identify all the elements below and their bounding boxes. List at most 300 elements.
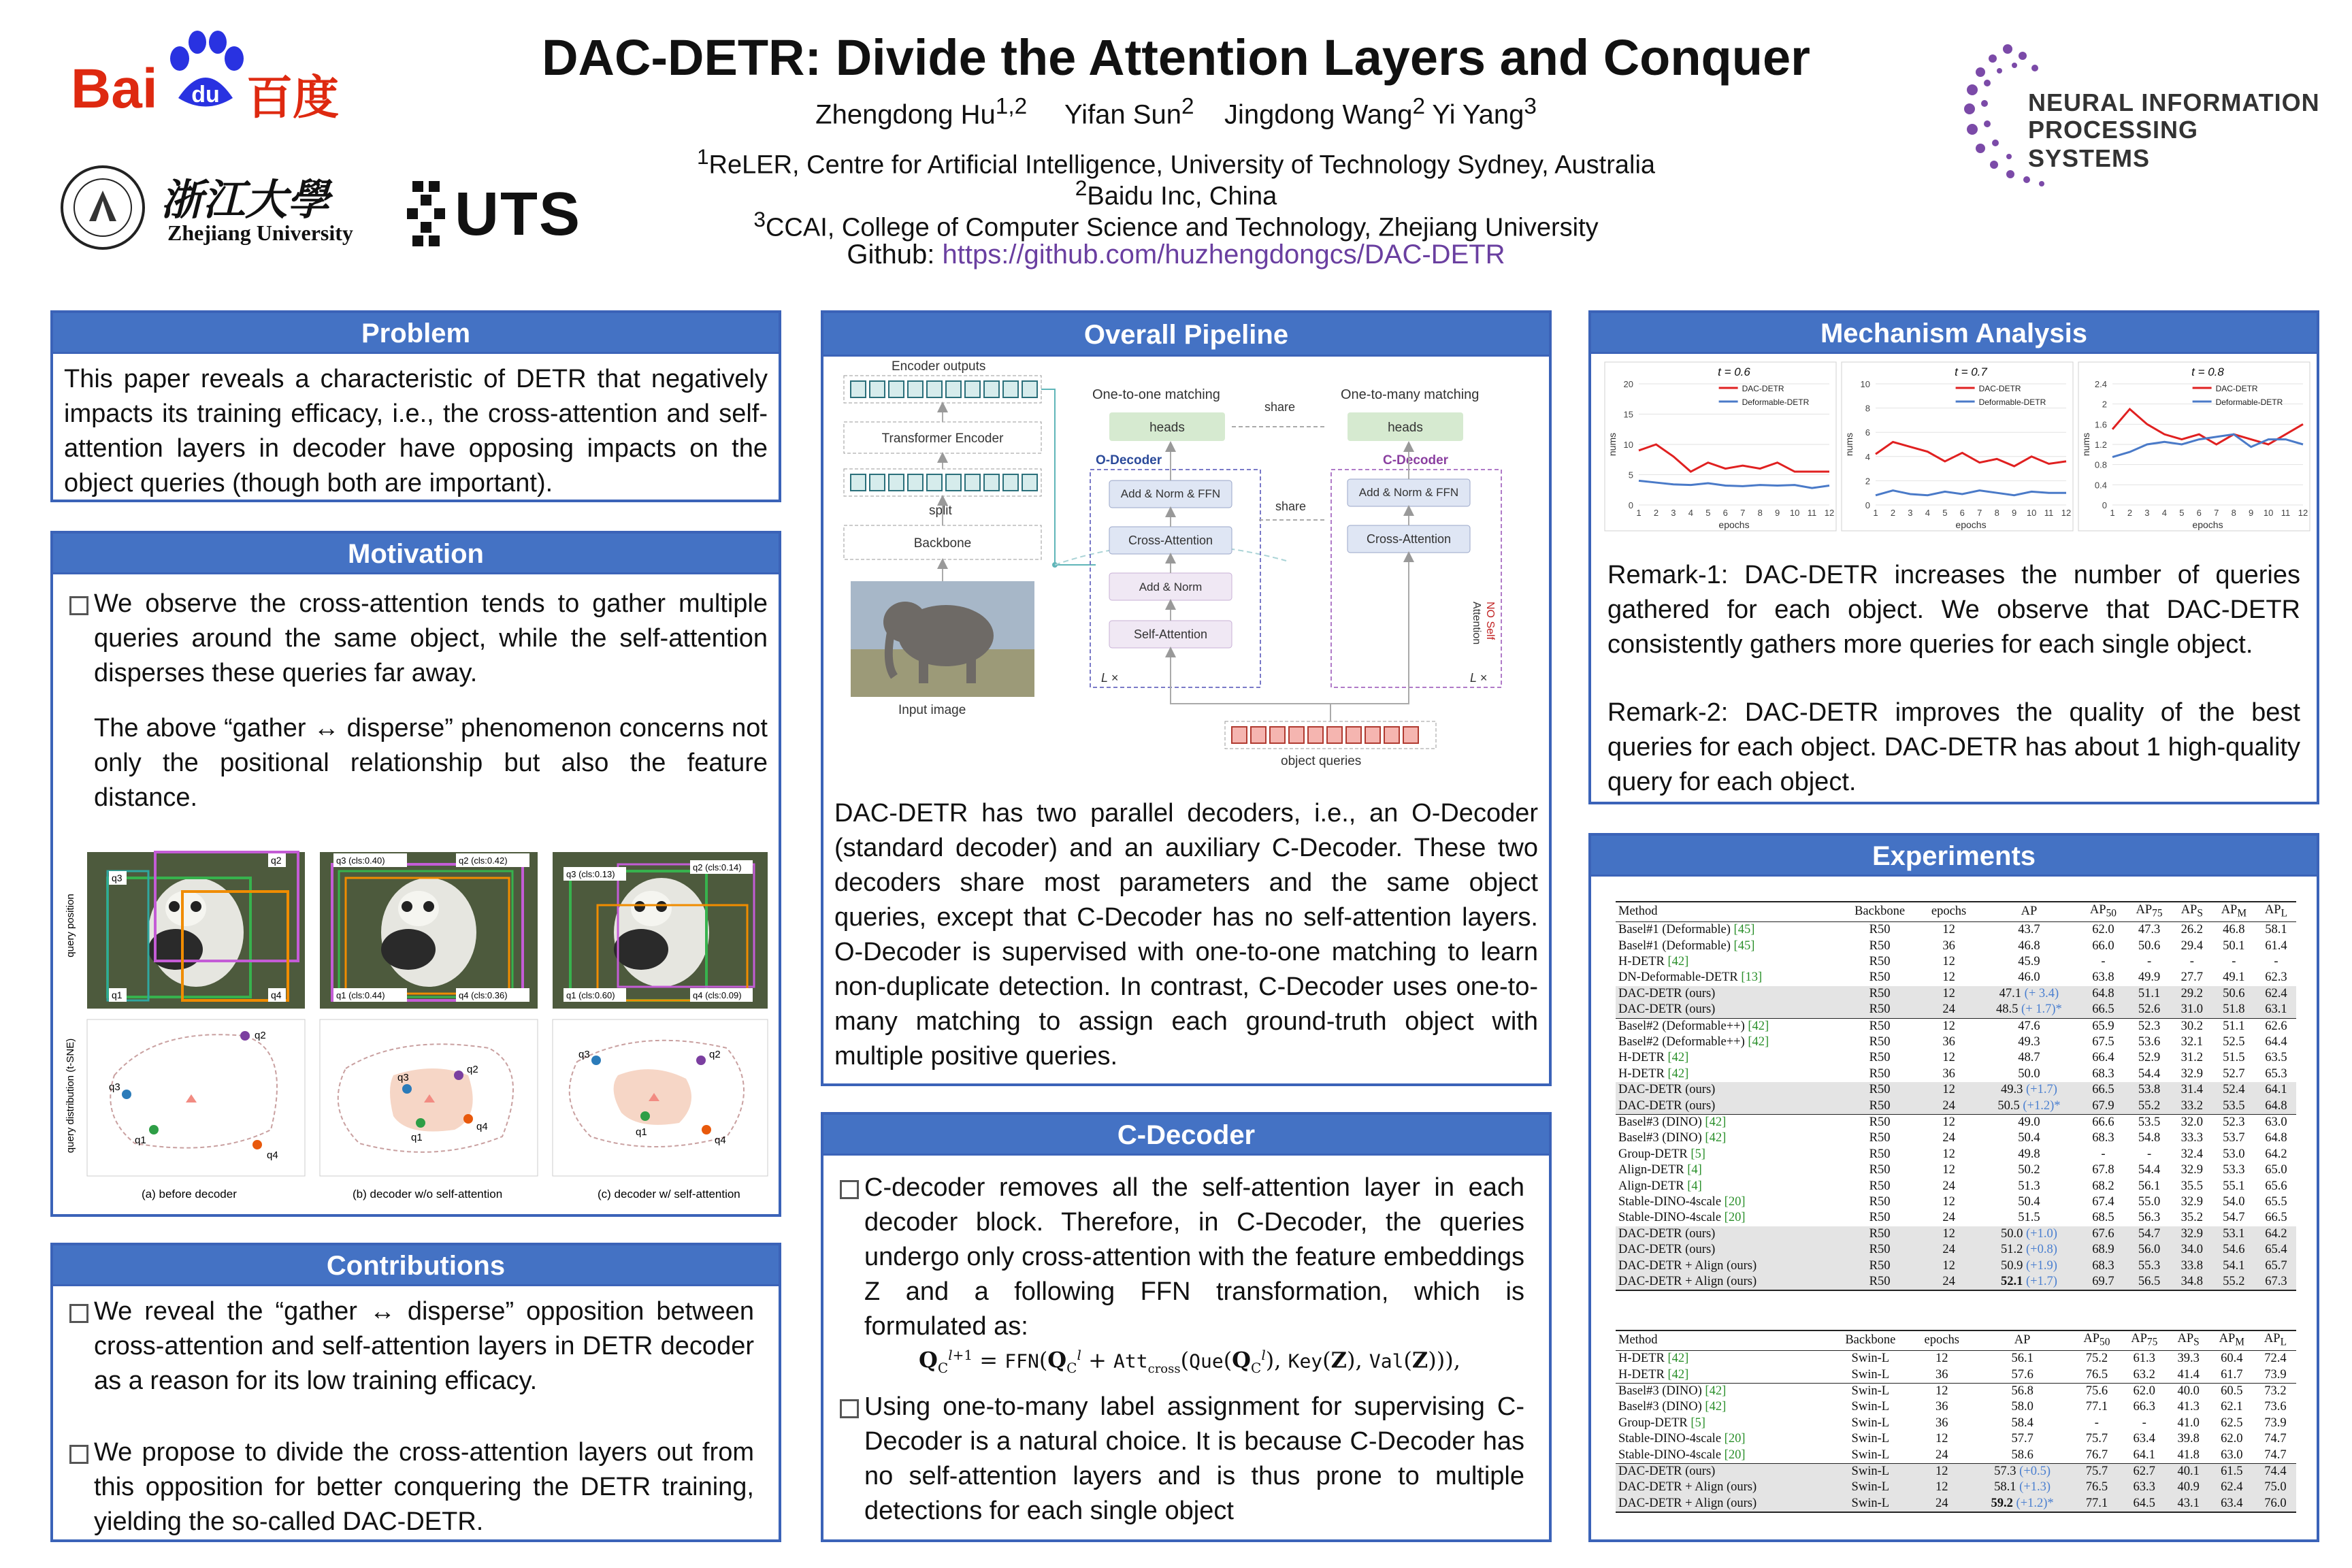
table-cell: 63.0 xyxy=(2221,1448,2243,1462)
table-cell-method: DAC-DETR (ours) xyxy=(1618,1226,1716,1241)
chart-ytick: 10 xyxy=(1623,440,1633,450)
table-cell: 64.8 xyxy=(2265,1098,2287,1113)
table-row xyxy=(1616,1098,2296,1115)
panel-heading: Experiments xyxy=(1591,836,2317,877)
table-cell: 76.7 xyxy=(2085,1448,2108,1462)
chart-ytick: 0 xyxy=(2102,500,2107,510)
chart-xlabel: epochs xyxy=(1718,519,1750,530)
table-cell: Swin-L xyxy=(1851,1432,1890,1446)
table-cell: 61.7 xyxy=(2221,1367,2243,1382)
table-header-cell: epochs xyxy=(1912,1330,1972,1351)
table-cell: 31.0 xyxy=(2180,1002,2203,1017)
table-header-cell: epochs xyxy=(1920,902,1978,922)
panda-image-c xyxy=(553,852,768,1009)
tsne-label: q4 xyxy=(267,1149,278,1161)
table-cell: 64.8 xyxy=(2092,986,2114,1000)
citation[interactable]: [42] xyxy=(1667,1066,1689,1081)
chart-ytick: 1.2 xyxy=(2094,440,2107,450)
citation[interactable]: [13] xyxy=(1741,970,1763,985)
table-cell: Swin-L xyxy=(1829,1496,1912,1512)
citation[interactable]: [5] xyxy=(1690,1416,1705,1430)
table-cell-ap: 49.3 (+1.7) xyxy=(2000,1083,2057,1097)
table-cell: 29.2 xyxy=(2180,986,2203,1000)
chart-xtick: 3 xyxy=(1908,508,1913,518)
citation[interactable]: [20] xyxy=(1724,1211,1746,1225)
chart-xtick: 6 xyxy=(1959,508,1965,518)
table-header-cell: Backbone xyxy=(1829,1330,1912,1351)
table-cell-method: DAC-DETR (ours) xyxy=(1618,1098,1716,1113)
affiliation-text: CCAI, College of Computer Science and Technology, Zhejiang University xyxy=(765,213,1599,242)
table-cell: 73.6 xyxy=(2264,1400,2287,1414)
table-row xyxy=(1616,1050,2296,1066)
table-cell: Swin-L xyxy=(1851,1416,1890,1430)
box-label: q2 (cls:0.14) xyxy=(693,862,742,872)
table-cell-ap: 51.5 xyxy=(2018,1211,2040,1225)
table-cell: R50 xyxy=(1840,1114,1920,1130)
motivation-bullet: We observe the cross-attention tends to gather multiple queries around the same object, while the self-attention disperses these queries far away. xyxy=(65,587,768,691)
table-cell: 12 xyxy=(1935,1432,1948,1446)
table-cell: Swin-L xyxy=(1829,1383,1912,1399)
uts-emblem-icon xyxy=(407,181,445,246)
table-cell-method: Group-DETR [5] xyxy=(1618,1416,1705,1430)
table-cell: 12 xyxy=(1942,954,1955,968)
table-cell: 65.0 xyxy=(2265,1163,2287,1177)
table-cell: 12 xyxy=(1942,1195,1955,1209)
table-cell: 32.1 xyxy=(2180,1034,2203,1049)
tsne-label: q3 xyxy=(578,1049,590,1060)
chart-xtick: 1 xyxy=(1873,508,1878,518)
table-row xyxy=(1616,1130,2296,1146)
table-row xyxy=(1616,1274,2296,1290)
table-cell: 12 xyxy=(1920,1018,1978,1034)
table-cell-ap: 50.4 xyxy=(2018,1131,2040,1145)
chart-xtick: 1 xyxy=(1636,508,1642,518)
table-cell: 53.6 xyxy=(2138,1034,2161,1049)
author-sup: 2 xyxy=(1412,94,1425,119)
table-cell: 56.1 xyxy=(2138,1179,2161,1193)
citation[interactable]: [4] xyxy=(1687,1179,1702,1193)
poster-title: DAC-DETR: Divide the Attention Layers and Conquer xyxy=(542,29,1810,86)
table-header-cell: $AP_{75}$ xyxy=(2126,902,2172,922)
table-header-cell: $AP_M$ xyxy=(2212,902,2256,922)
box-label: q4 xyxy=(271,990,282,1000)
table-cell: 54.7 xyxy=(2223,1211,2245,1225)
table-cell: R50 xyxy=(1869,1226,1891,1241)
table-cell: 54.1 xyxy=(2223,1258,2245,1273)
table-cell: R50 xyxy=(1840,1018,1920,1034)
table-cell: 72.4 xyxy=(2264,1352,2287,1366)
table-cell: 63.1 xyxy=(2265,1002,2287,1017)
box-label: q2 (cls:0.42) xyxy=(459,855,508,866)
citation[interactable]: [42] xyxy=(1705,1400,1727,1414)
remark-1: Remark-1: DAC-DETR increases the number of queries gathered for each object. We observe that DAC-DETR consistently gathers more queries for each single object. xyxy=(1607,561,2300,659)
table-cell: 32.9 xyxy=(2180,1226,2203,1241)
chart-xtick: 9 xyxy=(1775,508,1780,518)
citation[interactable]: [42] xyxy=(1748,1019,1769,1033)
table-cell-ap: 50.5 (+1.2)* xyxy=(1997,1098,2061,1113)
table-cell: 40.0 xyxy=(2168,1383,2209,1399)
chart-xtick: 5 xyxy=(1705,508,1711,518)
table-cell-ap: 48.7 xyxy=(2018,1051,2040,1065)
table-row xyxy=(1616,1002,2296,1018)
label-share-decoder: share xyxy=(1275,500,1307,513)
table-cell: 60.5 xyxy=(2209,1383,2255,1399)
tsne-label: q2 xyxy=(709,1049,721,1060)
tsne-label: q1 xyxy=(636,1126,647,1138)
citation[interactable]: [5] xyxy=(1690,1147,1705,1161)
results-table xyxy=(1616,1330,2296,1513)
table-cell-method: DN-Deformable-DETR [13] xyxy=(1618,970,1763,985)
table-row xyxy=(1616,1383,2296,1399)
table-cell: 62.6 xyxy=(2256,1018,2296,1034)
tsne-label: q1 xyxy=(135,1134,146,1146)
chart-xtick: 5 xyxy=(1942,508,1948,518)
table-cell: 67.8 xyxy=(2092,1163,2114,1177)
chart-ytick: 0.8 xyxy=(2094,459,2107,470)
table-cell-method: Align-DETR [4] xyxy=(1618,1163,1702,1177)
table-cell: 56.0 xyxy=(2138,1243,2161,1257)
table-cell: 61.3 xyxy=(2133,1352,2155,1366)
chart-legend-label: DAC-DETR xyxy=(1978,384,2021,393)
label-one-to-many: One-to-many matching xyxy=(1341,387,1480,402)
citation[interactable]: [45] xyxy=(1733,923,1755,937)
citation[interactable]: [42] xyxy=(1667,1352,1689,1366)
table-cell-ap: 47.1 (+ 3.4) xyxy=(1999,986,2059,1000)
table-header-cell: $AP_M$ xyxy=(2209,1330,2255,1351)
table-cell: 54.7 xyxy=(2138,1226,2161,1241)
table-cell-ap: 47.6 xyxy=(1978,1018,2080,1034)
table-cell-method: H-DETR [42] xyxy=(1618,1352,1689,1366)
affiliation-sup: 2 xyxy=(1075,176,1088,200)
pipeline-panel xyxy=(821,310,1552,1086)
table-cell: 43.1 xyxy=(2168,1496,2209,1512)
table-row xyxy=(1616,1399,2296,1415)
table-cell-method: Group-DETR [5] xyxy=(1618,1147,1705,1161)
table-cell: 32.4 xyxy=(2180,1147,2203,1161)
table-cell: 63.4 xyxy=(2133,1432,2155,1446)
chart-xtick: 10 xyxy=(2263,508,2274,518)
table-cell: 12 xyxy=(1942,1163,1955,1177)
table-row xyxy=(1616,1226,2296,1242)
table-cell: 49.1 xyxy=(2223,970,2245,985)
table-cell-ap: 51.3 xyxy=(2018,1179,2040,1193)
block-heads-o: heads xyxy=(1149,421,1185,435)
box-label: q3 (cls:0.13) xyxy=(566,869,615,879)
box-label: q3 (cls:0.40) xyxy=(336,855,385,866)
table-cell-method: DAC-DETR + Align (ours) xyxy=(1616,1496,1829,1512)
citation[interactable]: [42] xyxy=(1705,1131,1727,1145)
table-row xyxy=(1616,1210,2296,1226)
table-cell: 24 xyxy=(1942,1002,1955,1017)
table-cell: 31.2 xyxy=(2180,1051,2203,1065)
chart-xtick: 4 xyxy=(1925,508,1930,518)
table-cell-method: H-DETR [42] xyxy=(1618,1066,1689,1081)
table-row xyxy=(1616,954,2296,970)
table-cell: 52.5 xyxy=(2223,1034,2245,1049)
table-cell: 73.9 xyxy=(2264,1416,2287,1430)
tsne-panel-a xyxy=(87,1019,305,1176)
table-row xyxy=(1616,1258,2296,1274)
table-cell: 77.1 xyxy=(2073,1496,2121,1512)
table-cell: 67.4 xyxy=(2092,1195,2114,1209)
table-cell: 67.3 xyxy=(2256,1274,2296,1290)
table-cell: 52.4 xyxy=(2223,1083,2245,1097)
table-cell-ap: 48.5 (+ 1.7)* xyxy=(1996,1002,2062,1017)
chart-xtick: 12 xyxy=(2061,508,2072,518)
table-cell-method: Basel#1 (Deformable) [45] xyxy=(1618,938,1755,953)
table-cell: 55.0 xyxy=(2138,1195,2161,1209)
table-cell: 51.8 xyxy=(2223,1002,2245,1017)
table-cell: R50 xyxy=(1869,1098,1891,1113)
table-cell-ap: 56.1 xyxy=(2011,1352,2034,1366)
table-header-cell: $AP_{75}$ xyxy=(2121,1330,2168,1351)
contribution-item: We reveal the “gather ↔ disperse” opposition between cross-attention and self-attention layers in DETR decoder as a reason for its low training efficacy. xyxy=(65,1294,754,1399)
table-cell: 39.8 xyxy=(2177,1432,2200,1446)
chart-ytick: 1.6 xyxy=(2094,419,2107,430)
tsne-label: q2 xyxy=(255,1030,266,1041)
table-cell-method: Basel#3 (DINO) [42] xyxy=(1618,1400,1727,1414)
panel-heading: Mechanism Analysis xyxy=(1591,313,2317,354)
table-cell: 68.2 xyxy=(2092,1179,2114,1193)
label-l-times-c: L × xyxy=(1470,671,1488,685)
table-cell: 12 xyxy=(1942,1147,1955,1161)
author-sup: 2 xyxy=(1181,94,1194,119)
table-cell-ap: 52.1 (+1.7) xyxy=(1978,1274,2080,1290)
table-cell: 46.8 xyxy=(2223,923,2245,937)
table-cell: - xyxy=(2274,954,2278,968)
table-cell: 52.6 xyxy=(2138,1002,2161,1017)
motivation-figure xyxy=(53,844,779,1211)
chart-legend-label: Deformable-DETR xyxy=(2215,397,2283,407)
label-no-self-attention: Attention xyxy=(1471,602,1482,645)
table-cell: 36 xyxy=(1935,1367,1948,1382)
table-cell: 41.8 xyxy=(2177,1448,2200,1462)
table-cell-method: Basel#2 (Deformable++) [42] xyxy=(1618,1034,1769,1049)
table-cell: 67.6 xyxy=(2092,1226,2114,1241)
table-cell: R50 xyxy=(1869,970,1891,985)
tsne-label: q2 xyxy=(467,1064,478,1075)
table-cell: 32.9 xyxy=(2180,1163,2203,1177)
table-cell: 66.5 xyxy=(2265,1211,2287,1225)
table-cell: 41.4 xyxy=(2177,1367,2200,1382)
table-cell: 31.4 xyxy=(2180,1083,2203,1097)
table-cell-ap: 51.2 (+0.8) xyxy=(2000,1243,2057,1257)
citation[interactable]: [4] xyxy=(1687,1163,1702,1177)
citation[interactable]: [42] xyxy=(1667,1051,1689,1065)
pipeline-diagram xyxy=(823,357,1549,799)
box-label: q3 xyxy=(112,872,122,883)
table-cell-method: DAC-DETR (ours) xyxy=(1618,986,1716,1000)
citation[interactable]: [42] xyxy=(1667,954,1689,968)
table-cell: 65.9 xyxy=(2080,1018,2127,1034)
experiments-panel xyxy=(1588,833,2319,1542)
table-cell: 62.7 xyxy=(2121,1463,2168,1480)
results-table xyxy=(1616,901,2296,1291)
table-cell: - xyxy=(2189,954,2194,968)
github-link[interactable]: https://github.com/huzhengdongcs/DAC-DETR xyxy=(942,240,1505,270)
table-cell: 53.3 xyxy=(2223,1163,2245,1177)
chart-xtick: 1 xyxy=(2110,508,2115,518)
table-cell: 33.8 xyxy=(2180,1258,2203,1273)
results-table-r50 xyxy=(1616,901,2296,1291)
table-header-cell: $AP_S$ xyxy=(2168,1330,2209,1351)
citation[interactable]: [45] xyxy=(1733,938,1755,953)
problem-text: This paper reveals a characteristic of DETR that negatively impacts its training efficacy, i.e., the cross-attention and self-attention layers in decoder have opposing impacts on the object queries (though both are important). xyxy=(64,365,768,497)
table-cell: 51.1 xyxy=(2212,1018,2256,1034)
table-cell: 64.4 xyxy=(2265,1034,2287,1049)
table-cell: 58.1 xyxy=(2265,923,2287,937)
table-cell: R50 xyxy=(1840,1274,1920,1290)
chart-xtick: 7 xyxy=(2214,508,2219,518)
table-cell: - xyxy=(2094,1416,2099,1430)
table-cell: 34.0 xyxy=(2180,1243,2203,1257)
chart-ytick: 10 xyxy=(1860,379,1870,389)
table-cell: Swin-L xyxy=(1829,1463,1912,1480)
uts-logo xyxy=(407,177,598,252)
table-cell: 64.1 xyxy=(2265,1083,2287,1097)
motivation-paragraph: The above “gather ↔ disperse” phenomenon concerns not only the positional relationship but also the feature distance. xyxy=(94,714,768,812)
label-c-decoder: C-Decoder xyxy=(1383,453,1449,468)
uts-logo-text: UTS xyxy=(455,180,581,248)
table-cell: 75.7 xyxy=(2073,1463,2121,1480)
table-row xyxy=(1616,1194,2296,1210)
table-cell: 32.0 xyxy=(2172,1114,2212,1130)
citation[interactable]: [20] xyxy=(1724,1448,1746,1462)
table-cell: - xyxy=(2232,954,2236,968)
table-row xyxy=(1616,1496,2296,1512)
zju-logo-cn: 浙江大學 xyxy=(161,175,330,225)
author-name: Yi Yang xyxy=(1432,99,1524,130)
chart-xtick: 6 xyxy=(2196,508,2202,518)
table-cell: 53.0 xyxy=(2223,1147,2245,1161)
chart-xtick: 9 xyxy=(2012,508,2017,518)
chart-xtick: 8 xyxy=(2231,508,2236,518)
table-cell-ap: 49.3 xyxy=(2018,1034,2040,1049)
table-cell-ap: 50.0 (+1.0) xyxy=(2000,1226,2057,1241)
table-cell: 53.8 xyxy=(2138,1083,2161,1097)
table-cell: 41.3 xyxy=(2177,1400,2200,1414)
mechanism-panel xyxy=(1588,310,2319,804)
table-cell: Swin-L xyxy=(1851,1367,1890,1382)
table-cell: 75.6 xyxy=(2073,1383,2121,1399)
table-cell: 77.1 xyxy=(2085,1400,2108,1414)
elephant-image xyxy=(851,581,1034,697)
tsne-label: q3 xyxy=(109,1081,120,1093)
table-cell: 36 xyxy=(1942,1034,1955,1049)
table-cell: 75.2 xyxy=(2085,1352,2108,1366)
c-decoder-bullet: C-decoder removes all the self-attention layer in each decoder block. Therefore, in C-Decoder, the queries undergo only cross-attention with the feature embeddings Z and a following FFN transformation, which is formulated as: xyxy=(836,1171,1524,1344)
chart-xtick: 2 xyxy=(2127,508,2133,518)
citation[interactable]: [42] xyxy=(1705,1115,1727,1129)
citation[interactable]: [42] xyxy=(1705,1384,1727,1398)
table-row xyxy=(1616,1431,2296,1447)
chart-legend-label: Deformable-DETR xyxy=(1742,397,1810,407)
table-cell: 33.3 xyxy=(2180,1131,2203,1145)
table-cell-ap: 57.7 xyxy=(2011,1432,2034,1446)
table-cell-method: Basel#1 (Deformable) [45] xyxy=(1618,923,1755,937)
author-name: Yifan Sun xyxy=(1064,99,1181,130)
panel-heading: Contributions xyxy=(53,1245,779,1286)
table-row xyxy=(1616,1242,2296,1258)
table-cell: 49.9 xyxy=(2138,970,2161,985)
table-cell-method: H-DETR [42] xyxy=(1618,1051,1689,1065)
contribution-item: We propose to divide the cross-attention layers out from this opposition for better conquering the DETR training, yielding the so-called DAC-DETR. xyxy=(65,1435,754,1539)
table-cell: R50 xyxy=(1869,1211,1891,1225)
box-label: q4 (cls:0.36) xyxy=(459,990,508,1000)
neurips-logo-line1: NEURAL INFORMATION xyxy=(2028,88,2320,116)
citation[interactable]: [20] xyxy=(1724,1432,1746,1446)
table-cell: 53.1 xyxy=(2223,1226,2245,1241)
table-cell: R50 xyxy=(1869,1179,1891,1193)
table-header-cell: Method xyxy=(1616,902,1840,922)
table-cell: 55.1 xyxy=(2223,1179,2245,1193)
chart-ytick: 5 xyxy=(1628,470,1633,480)
table-cell: 65.3 xyxy=(2265,1066,2287,1081)
table-cell: - xyxy=(2146,954,2152,968)
table-cell: 24 xyxy=(1942,1211,1955,1225)
table-cell: R50 xyxy=(1869,1034,1891,1049)
neurips-logo-line2: PROCESSING SYSTEMS xyxy=(2028,116,2199,172)
table-cell: 12 xyxy=(1942,1083,1955,1097)
citation[interactable]: [42] xyxy=(1748,1034,1769,1049)
table-cell: 66.6 xyxy=(2080,1114,2127,1130)
table-cell: 52.3 xyxy=(2212,1114,2256,1130)
tsne-label: q1 xyxy=(411,1132,423,1143)
table-cell: 30.2 xyxy=(2172,1018,2212,1034)
table-cell: 55.2 xyxy=(2212,1274,2256,1290)
chart-xtick: 4 xyxy=(2161,508,2167,518)
table-cell: 56.5 xyxy=(2126,1274,2172,1290)
chart-xtick: 2 xyxy=(1653,508,1659,518)
chart-legend-label: DAC-DETR xyxy=(2215,384,2258,393)
table-cell: 74.7 xyxy=(2264,1448,2287,1462)
affiliation-text: Baidu Inc, China xyxy=(1087,182,1277,211)
table-cell: 24 xyxy=(1942,1098,1955,1113)
table-cell: 63.3 xyxy=(2133,1480,2155,1494)
chart-xtick: 3 xyxy=(1671,508,1676,518)
zju-logo xyxy=(59,163,378,252)
citation[interactable]: [42] xyxy=(1667,1367,1689,1382)
table-cell: 73.2 xyxy=(2255,1383,2296,1399)
c-decoder-bullet: Using one-to-many label assignment for supervising C-Decoder is a natural choice. It is because C-Decoder has no self-attention layers and is thus prone to multiple detections for each single object xyxy=(836,1390,1524,1529)
table-cell-ap: 50.9 (+1.9) xyxy=(2000,1258,2057,1273)
table-cell: 24 xyxy=(1942,1179,1955,1193)
table-cell: 68.5 xyxy=(2092,1211,2114,1225)
table-cell: R50 xyxy=(1869,923,1891,937)
c-decoder-panel xyxy=(821,1112,1552,1542)
table-header-cell: $AP_{50}$ xyxy=(2080,902,2127,922)
citation[interactable]: [20] xyxy=(1724,1195,1746,1209)
table-cell: 24 xyxy=(1935,1448,1948,1462)
chart-ytick: 0 xyxy=(1865,500,1870,510)
chart-title: t = 0.7 xyxy=(1955,365,1987,378)
table-row xyxy=(1616,1162,2296,1178)
table-cell: 62.3 xyxy=(2265,970,2287,985)
table-header-cell: AP xyxy=(1972,1330,2073,1351)
table-cell: 47.3 xyxy=(2138,923,2161,937)
motivation-panel xyxy=(50,531,781,1217)
results-table-swin xyxy=(1616,1330,2296,1513)
table-cell: 52.7 xyxy=(2223,1066,2245,1081)
table-cell: 64.2 xyxy=(2265,1147,2287,1161)
table-cell-ap: 58.6 xyxy=(2011,1448,2034,1462)
table-cell: 74.7 xyxy=(2264,1432,2287,1446)
table-cell: R50 xyxy=(1869,1147,1891,1161)
table-cell-method: DAC-DETR (ours) xyxy=(1616,1463,1829,1480)
chart-xtick: 7 xyxy=(1977,508,1982,518)
table-cell: R50 xyxy=(1869,1002,1891,1017)
table-cell: 24 xyxy=(1920,1274,1978,1290)
